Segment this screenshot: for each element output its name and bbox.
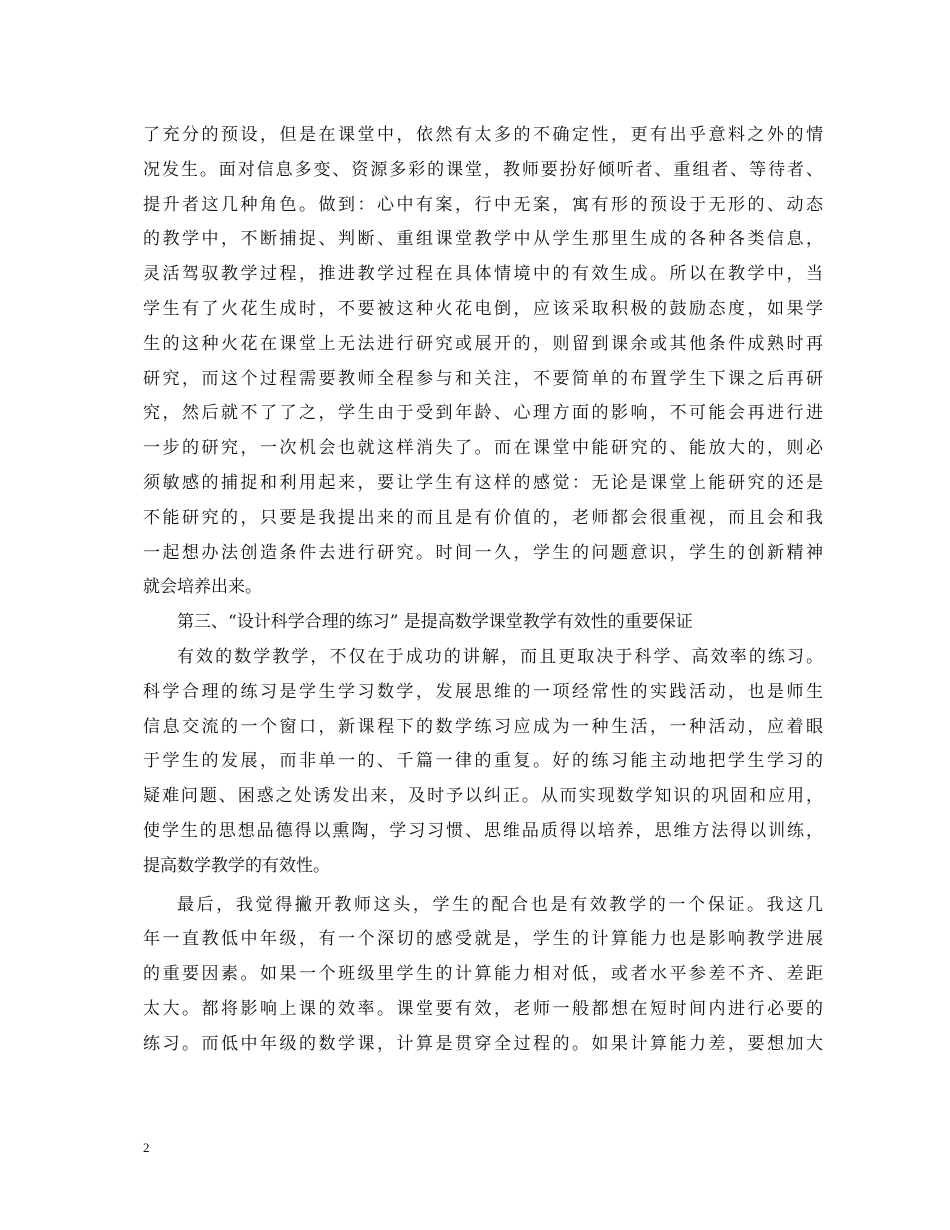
- text-line: 太大。都将影响上课的效率。课堂要有效，老师一般都想在短时间内进行必要的: [143, 998, 823, 1019]
- page-number: 2: [143, 1140, 150, 1155]
- text-line: 有效的数学教学，不仅在于成功的讲解，而且更取决于科学、高效率的练习。: [177, 646, 823, 667]
- document-body: [143, 118, 823, 1062]
- text-line: 须敏感的捕捉和利用起来，要让学生有这样的感觉：无论是课堂上能研究的还是: [143, 472, 823, 493]
- section-heading: 第三、“设计科学合理的练习” 是提高数学课堂教学有效性的重要保证: [177, 612, 693, 633]
- paragraph-1: [143, 118, 823, 605]
- text-line: 学生有了火花生成时，不要被这种火花电倒，应该采取积极的鼓励态度，如果学: [143, 298, 823, 319]
- text-line: 况发生。面对信息多变、资源多彩的课堂，教师要扮好倾听者、重组者、等待者、: [143, 159, 823, 180]
- text-line: 使学生的思想品德得以熏陶，学习习惯、思维品质得以培养，思维方法得以训练，: [143, 820, 823, 841]
- text-line: 的教学中，不断捕捉、判断、重组课堂教学中从学生那里生成的各种各类信息，: [143, 229, 823, 250]
- text-line: 年一直教低中年级，有一个深切的感受就是，学生的计算能力也是影响教学进展: [143, 929, 823, 950]
- text-line: 一步的研究，一次机会也就这样消失了。而在课堂中能研究的、能放大的，则必: [143, 438, 823, 459]
- paragraph-2: [143, 640, 823, 884]
- text-line: 究，然后就不了了之，学生由于受到年龄、心理方面的影响，不可能会再进行进: [143, 403, 823, 424]
- text-line: 提升者这几种角色。做到：心中有案，行中无案，寓有形的预设于无形的、动态: [143, 194, 823, 215]
- text-line: 练习。而低中年级的数学课，计算是贯穿全过程的。如果计算能力差，要想加大: [143, 1033, 823, 1054]
- text-line: 就会培养出来。: [143, 577, 262, 598]
- text-line: 信息交流的一个窗口，新课程下的数学练习应成为一种生活，一种活动，应着眼: [143, 716, 823, 737]
- text-line: 灵活驾驭教学过程，推进教学过程在具体情境中的有效生成。所以在教学中，当: [143, 264, 823, 285]
- text-line: 提高数学教学的有效性。: [143, 855, 330, 876]
- text-line: 不能研究的，只要是我提出来的而且是有价值的，老师都会很重视，而且会和我: [143, 507, 823, 528]
- text-line: 疑难问题、困惑之处诱发出来，及时予以纠正。从而实现数学知识的巩固和应用，: [143, 786, 823, 807]
- text-line: 的重要因素。如果一个班级里学生的计算能力相对低，或者水平参差不齐、差距: [143, 964, 823, 985]
- text-line: 于学生的发展，而非单一的、千篇一律的重复。好的练习能主动地把学生学习的: [143, 751, 823, 772]
- text-line: 科学合理的练习是学生学习数学，发展思维的一项经常性的实践活动，也是师生: [143, 681, 823, 702]
- text-line: 研究，而这个过程需要教师全程参与和关注，不要简单的布置学生下课之后再研: [143, 368, 823, 389]
- text-line: 最后，我觉得撇开教师这头，学生的配合也是有效教学的一个保证。我这几: [177, 894, 823, 915]
- text-line: 一起想办法创造条件去进行研究。时间一久，学生的问题意识，学生的创新精神: [143, 542, 823, 563]
- paragraph-3: [143, 888, 823, 1062]
- text-line: 了充分的预设，但是在课堂中，依然有太多的不确定性，更有出乎意料之外的情: [143, 125, 823, 145]
- text-line: 生的这种火花在课堂上无法进行研究或展开的，则留到课余或其他条件成熟时再: [143, 333, 823, 354]
